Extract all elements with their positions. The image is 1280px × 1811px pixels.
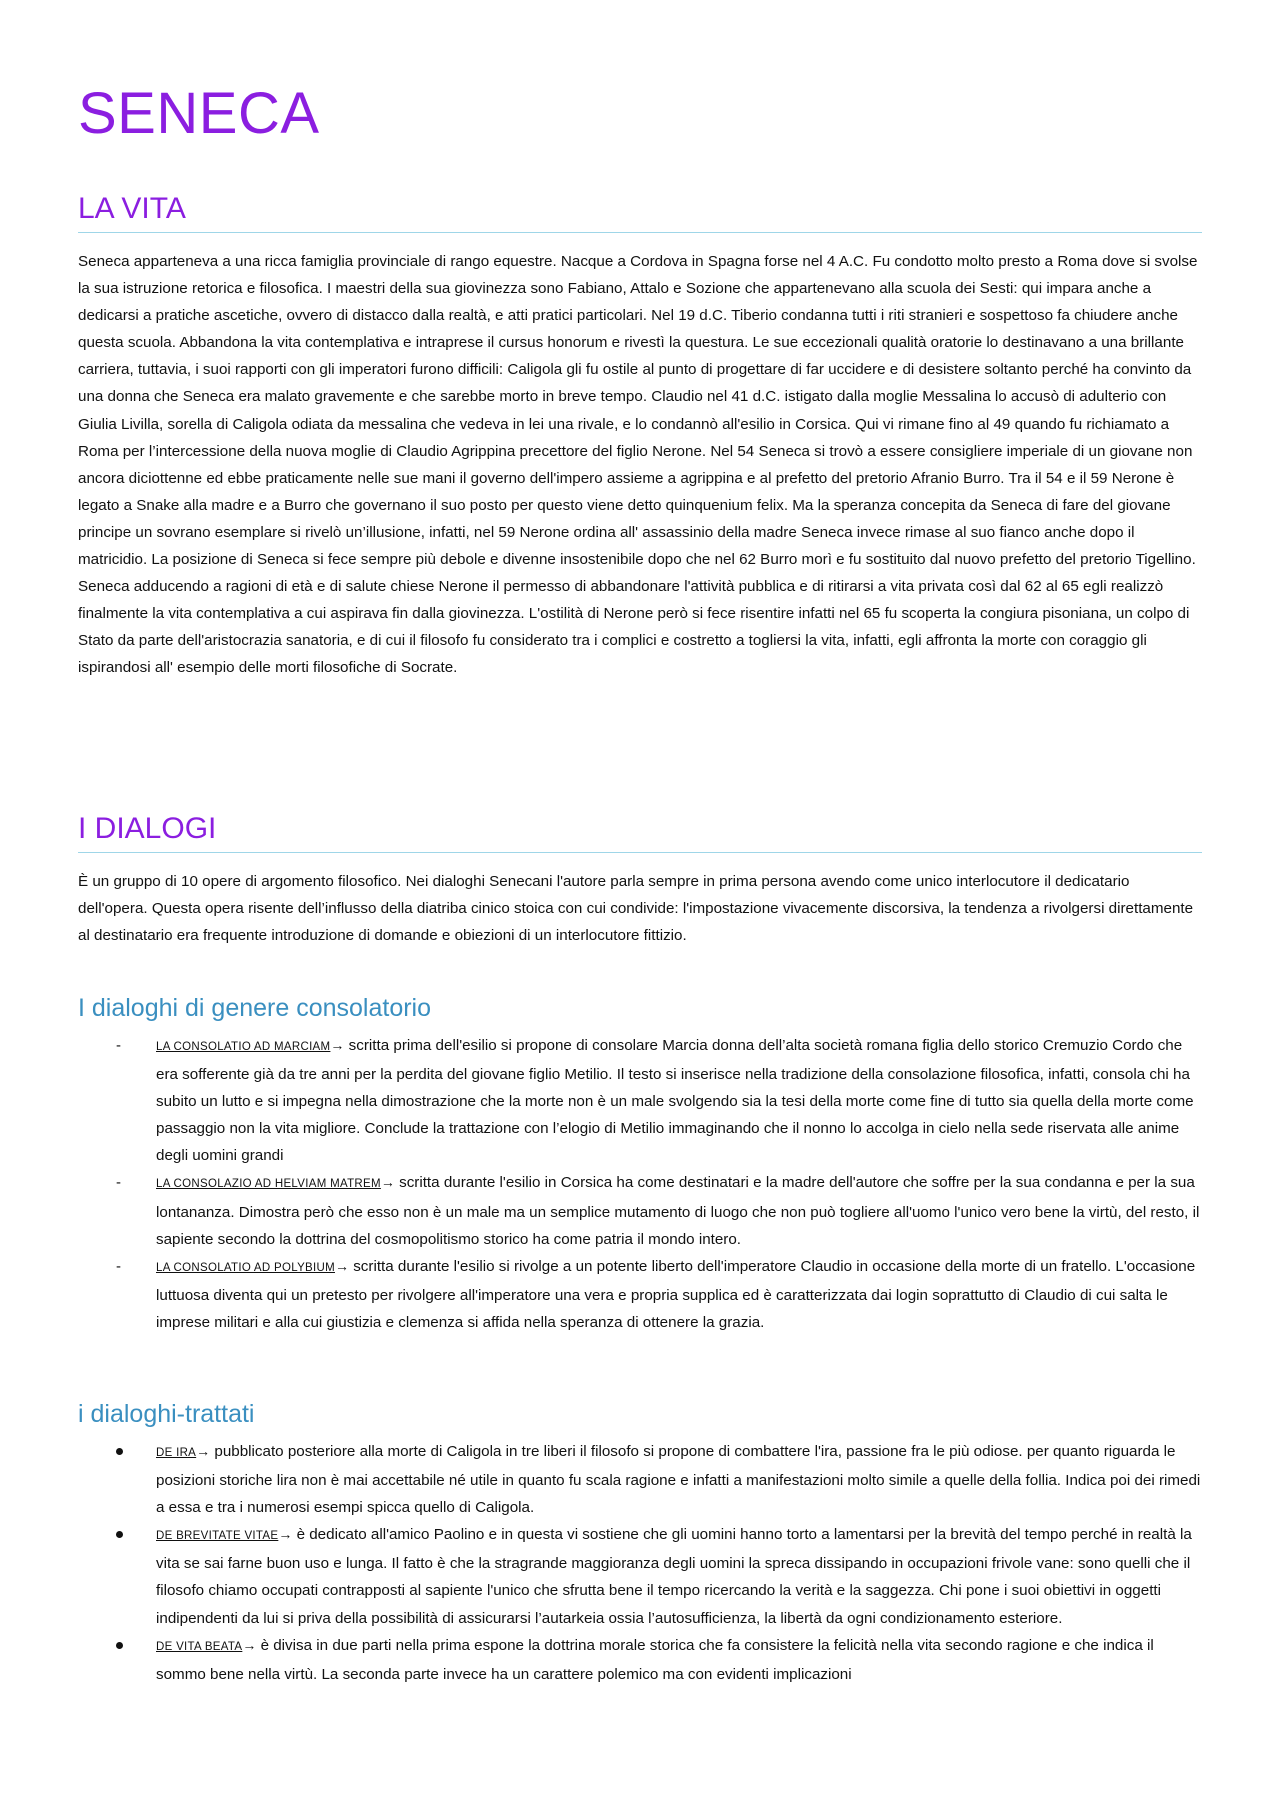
document-title: SENECA bbox=[78, 81, 320, 146]
arrow-icon: → bbox=[196, 1443, 211, 1459]
work-title: DE IRA bbox=[156, 1447, 197, 1459]
section-heading-vita: LA VITA bbox=[78, 192, 1202, 233]
subheading-consolatorio: I dialoghi di genere consolatorio bbox=[78, 994, 432, 1022]
bullet-icon bbox=[116, 1531, 123, 1538]
arrow-icon: → bbox=[334, 1257, 349, 1274]
vita-paragraph: Seneca apparteneva a una ricca famiglia provinciale di rango equestre. Nacque a Cordova in Spagna forse nel 4 A.C. Fu condotto molto presto a Roma dove si svolse la sua istruzione retorica e filosofica. I maestri della sua giovinezza sono Fabiano, Attalo e Sozione che appartenevano alla scuola dei Sesti: qui impara anche a dedicarsi a pratiche ascetiche, ovvero di distacco dalla realtà, e atti pratici particolari. Nel 19 d.C. Tiberio condanna tutti i riti stranieri e sospettoso fa chiudere anche questa scuola. Abbandona la vita contemplativa e intraprese il cursus honorum e rivestì la questura. Le sue eccezionali qualità oratorie lo destinavano a una brillante carriera, tuttavia, i suoi rapporti con gli imperatori furono difficili: Caligola gli fu ostile al punto di progettare di far uccidere e di desistere soltanto perché ha convinto da una donna che Seneca era malato gravemente e che sarebbe morto in breve tempo. Claudio nel 41 d.C. istigato dalla moglie Messalina lo accusò di adulterio con Giulia Livilla, sorella di Caligola odiata da messalina che vedeva in lei una rivale, e lo condannò all'esilio in Corsica. Qui vi rimane fino al 49 quando fu richiamato a Roma per l’intercessione della nuova moglie di Claudio Agrippina precettore del figlio Nerone. Nel 54 Seneca si trovò a essere consigliere imperiale di un giovane non ancora diciottenne ed ebbe praticamente nelle sue mani il governo dell'impero assieme a agrippina e al prefetto del pretorio Afranio Burro. Tra il 54 e il 59 Nerone è legato a Snake alla madre e a Burro che governano il suo posto per questo viene detto quinquenium felix. Ma la speranza concepita da Seneca di fare del giovane principe un sovrano esemplare si rivelò un’illusione, infatti, nel 59 Nerone ordina all' assassinio della madre Seneca invece rimase al suo fianco anche dopo il matricidio. La posizione di Seneca si fece sempre più debole e divenne insostenibile dopo che nel 62 Burro morì e fu sostituito dal nuovo prefetto del pretorio Tigellino. Seneca adducendo a ragioni di età e di salute chiese Nerone il permesso di abbandonare l'attività pubblica e di ritirarsi a vita privata così dal 62 al 65 egli realizzò finalmente la vita contemplativa a cui aspirava fin dalla giovinezza. L'ostilità di Nerone però si fece risentire infatti nel 65 fu scoperta la congiura pisoniana, un colpo di Stato da parte dell'aristocrazia sanatoria, e di cui il filosofo fu considerato tra i complici e costretto a togliersi la vita, infatti, egli affronta la morte con coraggio gli ispirandosi all' esempio delle morti filosofiche di Socrate. bbox=[78, 253, 1198, 677]
item-text: è divisa in due parti nella prima espone la dottrina morale storica che fa consistere la felicità nella vita secondo ragione e che indica il sommo bene nella virtù. La seconda parte invece ha un carattere polemico ma con evidenti implicazioni bbox=[156, 1636, 1154, 1683]
list-item bbox=[78, 1169, 1202, 1252]
item-text: scritta prima dell'esilio si propone di consolare Marcia donna dell’alta società romana figlia dello storico Cremuzio Cordo che era sofferente già da tre anni per la perdita del giovane figlio Metilio. Il testo si inserisce nella tradizione della consolazione filosofica, infatti, consola chi ha subito un lutto e si impegna nella dimostrazione che la morte non è un male svolgendo sia la tesi della morte come fine di tutto sia quella della morte come passaggio non la vita migliore. Conclude la trattazione con l’elogio di Metilio immaginando che il nonno lo accolga in cielo nella sede riservata alle anime degli uomini grandi bbox=[156, 1037, 1194, 1165]
list-item bbox=[78, 1032, 1202, 1169]
item-text: pubblicato posteriore alla morte di Caligola in tre liberi il filosofo si propone di combattere l'ira, passione fra le più odiose. per quanto riguarda le posizioni storiche lira non è mai accettabile né utile in quanto fu scala ragione e infatti a manifestazioni molto simile a quelle della follia. Indica poi dei rimedi a essa e tra i numerosi esempi spicca quello di Caligola. bbox=[156, 1443, 1201, 1517]
arrow-icon: → bbox=[380, 1174, 395, 1191]
subheading-trattati: i dialoghi-trattati bbox=[78, 1400, 255, 1428]
list-item bbox=[78, 1253, 1202, 1336]
arrow-icon: → bbox=[278, 1526, 293, 1543]
dash-marker: - bbox=[116, 1257, 121, 1275]
arrow-icon: → bbox=[330, 1037, 345, 1053]
list-item bbox=[78, 1521, 1202, 1631]
item-text: scritta durante l'esilio si rivolge a un potente liberto dell'imperatore Claudio in occasione della morte di un fratello. L'occasione luttuosa diventa qui un pretesto per rivolgere all'imperatore una vera e propria supplica ed è caratterizzata dai login soprattutto di Claudio di cui salta le imprese militari e alla cui giustizia e clemenza si affida nella speranza di ottenere la grazia. bbox=[156, 1257, 1196, 1331]
bullet-icon bbox=[116, 1642, 123, 1649]
item-text: è dedicato all'amico Paolino e in questa vi sostiene che gli uomini hanno torto a lamentarsi per la brevità del tempo perché in realtà la vita se sai farne buon uso e lunga. Il fatto è che la stragrande maggioranza degli uomini la spreca dissipando in occupazioni frivole vane: sono quelli che il filosofo chiamo occupati contrapposti al sapiente l'unico che sfrutta bene il tempo ricercando la verità e la saggezza. Chi pone i suoi obiettivi in oggetti indipendenti da lui si priva della possibilità di assicurarsi l’autarkeia ossia l’autosufficienza, la libertà da ogni condizionamento esteriore. bbox=[156, 1526, 1192, 1627]
list-item bbox=[78, 1438, 1202, 1521]
work-title: LA CONSOLATIO AD POLYBIUM bbox=[156, 1261, 335, 1274]
work-title: DE BREVITATE VITAE bbox=[156, 1530, 279, 1543]
work-title: LA CONSOLATIO AD MARCIAM bbox=[156, 1041, 331, 1053]
work-title: LA CONSOLAZIO AD HELVIAM MATREM bbox=[156, 1178, 381, 1191]
dash-marker: - bbox=[116, 1174, 121, 1192]
arrow-icon: → bbox=[242, 1636, 257, 1653]
item-text: scritta durante l'esilio in Corsica ha come destinatari e la madre dell'autore che soffre per la sua condanna e per la sua lontananza. Dimostra però che esso non è un male ma un semplice mutamento di luogo che non può togliere all'uomo l'unico vero bene la virtù, del resto, il sapiente secondo la dottrina del cosmopolitismo storico ha come patria il mondo intero. bbox=[156, 1174, 1200, 1248]
trattati-list bbox=[78, 1438, 1202, 1688]
work-title: DE VITA BEATA bbox=[156, 1640, 243, 1653]
dash-marker: - bbox=[116, 1037, 121, 1054]
list-item bbox=[78, 1632, 1202, 1688]
consolatorio-list bbox=[78, 1032, 1202, 1336]
bullet-icon bbox=[116, 1448, 123, 1455]
dialoghi-paragraph: È un gruppo di 10 opere di argomento filosofico. Nei dialoghi Senecani l'autore parla sempre in prima persona avendo come unico interlocutore il dedicatario dell'opera. Questa opera risente dell’influsso della diatriba cinico stoica con cui condivide: l'impostazione vivacemente discorsiva, la tendenza a rivolgersi direttamente al destinatario era frequente introduzione di domande e obiezioni di un interlocutore fittizio. bbox=[78, 873, 1194, 945]
section-heading-dialoghi: I DIALOGI bbox=[78, 812, 1202, 853]
